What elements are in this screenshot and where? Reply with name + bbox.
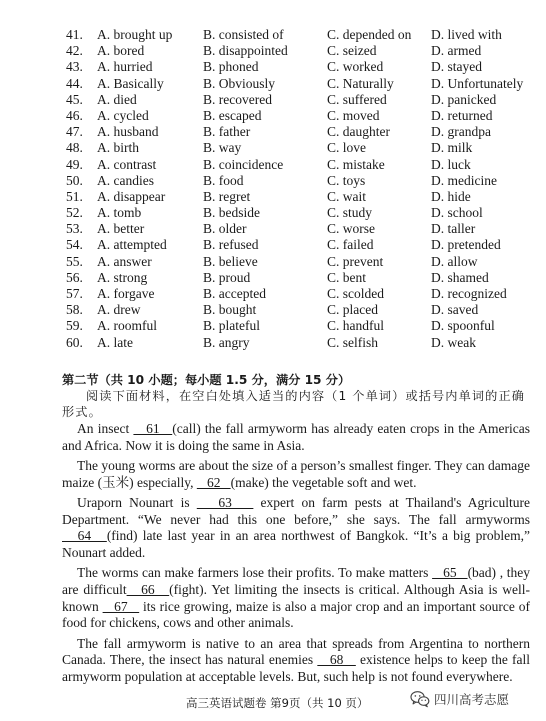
question-number: 57.	[66, 286, 83, 301]
option-b: B. Obviously	[203, 75, 276, 91]
passage	[62, 421, 530, 689]
section-title: 第二节（共 10 小题；每小题 1.5 分，满分 15 分）	[62, 373, 351, 387]
passage-text: (bad) , they are difficult	[62, 565, 530, 598]
option-b: B. coincidence	[203, 156, 284, 172]
question-row	[66, 286, 536, 302]
question-number: 48.	[66, 140, 83, 156]
option-d: D. shamed	[431, 269, 489, 285]
option-a: A. strong	[97, 269, 148, 285]
option-b: B. consisted of	[203, 27, 284, 42]
question-row	[66, 221, 536, 237]
option-b: B. plateful	[203, 318, 260, 334]
option-c: C. moved	[327, 107, 380, 123]
option-b: B. bedside	[203, 205, 260, 221]
question-row	[66, 205, 536, 221]
blank-67: 67	[102, 598, 140, 614]
blank-68: 68	[317, 652, 356, 668]
passage-text: The worms can make farmers lose their profits. To make matters	[77, 565, 433, 581]
option-c: C. prevent	[327, 253, 384, 269]
question-row	[66, 76, 536, 92]
passage-text: its rice growing, maize is also a major crop and an important source of food for chickens, cows and other animals.	[62, 598, 531, 631]
watermark	[410, 690, 509, 708]
question-row	[66, 335, 536, 351]
option-d: D. lived with	[431, 27, 502, 42]
question-number: 53.	[66, 221, 83, 237]
question-number: 60.	[66, 334, 83, 350]
option-c: C. selfish	[327, 334, 379, 350]
passage-paragraph	[62, 565, 530, 631]
page-footer: 高三英语试题卷 第9页（共 10 页）	[186, 696, 369, 710]
option-b: B. angry	[203, 334, 250, 350]
passage-text: expert on farm pests at Thailand's Agriculture Department. “We never had this one before,” she says. The fall armyworms	[62, 495, 531, 527]
question-row	[66, 157, 536, 173]
question-number: 44.	[66, 75, 83, 91]
option-c: C. suffered	[327, 91, 387, 107]
section-instructions: 阅读下面材料，在空白处填入适当的内容（1 个单词）或括号内单词的正确形式。	[62, 389, 526, 419]
option-b: B. believe	[203, 253, 258, 269]
option-c: C. toys	[327, 172, 366, 188]
option-d: D. returned	[431, 107, 493, 123]
option-b: B. phoned	[203, 59, 259, 75]
question-number: 54.	[66, 237, 83, 253]
option-a: A. candies	[97, 172, 154, 188]
option-d: D. school	[431, 205, 483, 221]
option-c: C. study	[327, 205, 373, 221]
option-b: B. proud	[203, 269, 251, 285]
passage-text: The young worms are about the size of a person’s smallest finger. They can damage maize (玉米) especially,	[62, 458, 530, 490]
blank-65: 65	[432, 565, 468, 581]
option-b: B. bought	[203, 302, 257, 318]
question-row	[66, 43, 536, 59]
question-number: 51.	[66, 188, 83, 204]
option-d: D. pretended	[431, 237, 501, 253]
option-a: A. bored	[97, 43, 145, 59]
passage-text: (fight). Yet limiting the insects is critical. Although Asia is well-known	[62, 582, 530, 614]
option-d: D. spoonful	[431, 318, 495, 334]
question-number: 50.	[66, 172, 83, 188]
passage-paragraph	[62, 421, 530, 454]
option-c: C. worse	[327, 221, 375, 237]
option-b: B. refused	[203, 237, 259, 253]
question-row	[66, 189, 536, 205]
wechat-logo-icon	[410, 690, 430, 708]
watermark-text: 四川高考志愿	[434, 692, 510, 707]
passage-text: existence helps to keep the fall armyworm population at acceptable levels. But, such help is not found everywhere.	[62, 652, 531, 684]
question-number: 43.	[66, 59, 83, 75]
passage-paragraph	[62, 458, 530, 491]
option-d: D. allow	[431, 253, 478, 269]
option-c: C. placed	[327, 302, 378, 318]
blank-66: 66	[126, 582, 170, 598]
question-number: 55.	[66, 253, 83, 269]
passage-text: Uraporn Nounart is	[77, 495, 197, 511]
question-row	[66, 108, 536, 124]
option-c: C. depended on	[327, 27, 412, 42]
option-a: A. late	[97, 334, 133, 350]
option-d: D. taller	[431, 221, 476, 237]
passage-text: An insect	[77, 421, 134, 436]
option-c: C. bent	[327, 269, 366, 285]
option-a: A. tomb	[97, 205, 142, 221]
question-row	[66, 237, 536, 253]
question-number: 52.	[66, 205, 83, 221]
option-b: B. disappointed	[203, 43, 288, 59]
option-b: B. recovered	[203, 91, 272, 107]
option-d: D. medicine	[431, 172, 497, 188]
blank-63: 63	[196, 495, 254, 511]
question-number: 42.	[66, 43, 83, 59]
blank-64: 64	[62, 528, 107, 544]
option-c: C. Naturally	[327, 75, 394, 91]
option-b: B. father	[203, 124, 251, 140]
option-d: D. armed	[431, 43, 482, 59]
option-a: A. forgave	[97, 286, 155, 301]
question-number: 56.	[66, 269, 83, 285]
option-d: D. Unfortunately	[431, 75, 524, 91]
question-row	[66, 302, 536, 318]
option-d: D. milk	[431, 140, 473, 156]
option-d: D. panicked	[431, 91, 497, 107]
option-a: A. better	[97, 221, 145, 237]
passage-text: The fall armyworm is native to an area that spreads from Argentina to northern Canada. There, the insect has natural enemies	[62, 635, 530, 668]
question-row	[66, 173, 536, 189]
question-number: 45.	[66, 91, 83, 107]
question-row	[66, 318, 536, 334]
option-d: D. hide	[431, 188, 471, 204]
option-b: B. food	[203, 172, 244, 188]
question-number: 46.	[66, 107, 83, 123]
option-a: A. roomful	[97, 318, 157, 334]
question-number: 58.	[66, 302, 83, 318]
option-b: B. accepted	[203, 286, 266, 301]
option-a: A. answer	[97, 253, 152, 269]
option-b: B. regret	[203, 188, 251, 204]
passage-text: (make) the vegetable soft and wet.	[230, 474, 417, 490]
option-a: A. hurried	[97, 59, 153, 75]
question-number: 49.	[66, 156, 83, 172]
multiple-choice-table	[66, 27, 536, 351]
option-a: A. birth	[97, 140, 139, 156]
passage-text: (call) the fall armyworm has already eaten crops in the Americas and Africa. Now it is doing the same in Asia.	[62, 421, 530, 453]
question-row	[66, 92, 536, 108]
option-c: C. failed	[327, 237, 374, 253]
option-b: B. escaped	[203, 107, 262, 123]
question-row	[66, 124, 536, 140]
option-d: D. recognized	[431, 286, 507, 301]
option-a: A. attempted	[97, 237, 167, 253]
option-a: A. died	[97, 91, 137, 107]
blank-62: 62	[196, 474, 231, 490]
question-row	[66, 270, 536, 286]
option-c: C. seized	[327, 43, 377, 59]
question-row	[66, 27, 536, 43]
option-c: C. love	[327, 140, 366, 156]
passage-paragraph	[62, 495, 530, 561]
option-c: C. mistake	[327, 156, 385, 172]
blank-61: 61	[133, 421, 173, 436]
question-number: 47.	[66, 124, 83, 140]
question-row	[66, 140, 536, 156]
question-row	[66, 254, 536, 270]
option-d: D. saved	[431, 302, 479, 318]
option-a: A. husband	[97, 124, 159, 140]
option-d: D. stayed	[431, 59, 482, 75]
option-c: C. daughter	[327, 124, 390, 140]
option-b: B. way	[203, 140, 242, 156]
option-d: D. grandpa	[431, 124, 491, 140]
option-c: C. handful	[327, 318, 384, 334]
option-a: A. disappear	[97, 188, 166, 204]
question-number: 41.	[66, 27, 83, 42]
option-b: B. older	[203, 221, 247, 237]
question-number: 59.	[66, 318, 83, 334]
option-c: C. worked	[327, 59, 384, 75]
option-a: A. drew	[97, 302, 141, 318]
passage-paragraph	[62, 636, 530, 686]
option-a: A. cycled	[97, 107, 149, 123]
passage-text: (find) late last year in an area northwest of Bangkok. “It’s a big problem,” Nounart added.	[62, 528, 530, 560]
option-a: A. brought up	[97, 27, 173, 42]
option-a: A. Basically	[97, 75, 164, 91]
option-c: C. wait	[327, 188, 366, 204]
option-a: A. contrast	[97, 156, 157, 172]
option-d: D. weak	[431, 334, 476, 350]
option-d: D. luck	[431, 156, 471, 172]
question-row	[66, 59, 536, 75]
option-c: C. scolded	[327, 286, 384, 301]
